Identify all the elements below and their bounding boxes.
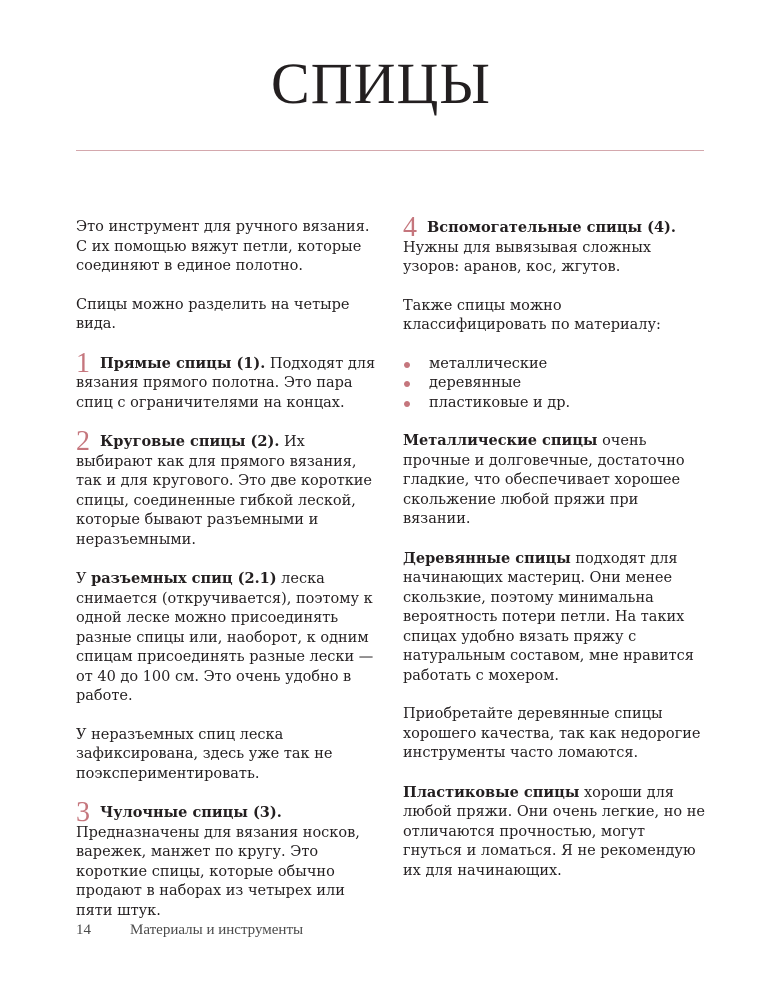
- page-number: 14: [76, 922, 91, 938]
- paragraph-heading: Пластиковые спицы: [403, 783, 580, 801]
- paragraph-text: подходят для начинающих мастериц. Они менее скользкие, поэтому минимальна вероятность потери петли. На таких спицах удобно вязать пряжу с натуральным составом, мне нравится работать с мохером.: [403, 550, 694, 684]
- material-list: [403, 355, 705, 414]
- item-heading: Чулочные спицы (3).: [100, 804, 282, 821]
- material-paragraph: Также спицы можно классифицировать по материалу:: [403, 297, 661, 333]
- paragraph-text: хороши для любой пряжи. Они очень легкие, но не отличаются прочностью, могут гнуться и ломаться. Я не рекомендую их для начинающих.: [403, 784, 705, 879]
- types-paragraph: Спицы можно разделить на четыре вида.: [76, 296, 350, 332]
- item-text: Нужны для вывязывая сложных узоров: аранов, кос, жгутов.: [403, 239, 652, 275]
- title-divider: [76, 150, 704, 151]
- section-title: Материалы и инструменты: [130, 922, 304, 938]
- page-footer: [76, 922, 303, 939]
- list-item: [403, 355, 705, 375]
- paragraph-heading: Металлические спицы: [403, 432, 598, 449]
- item-number-3: 3: [76, 797, 90, 828]
- quality-paragraph: Приобретайте деревянные спицы хорошего качества, так как недорогие инструменты часто ломаются.: [403, 706, 701, 761]
- list-item-label: деревянные: [429, 375, 522, 391]
- item-heading: Прямые спицы (1).: [100, 354, 266, 372]
- list-item-label: металлические: [429, 355, 548, 372]
- bullet-icon: [404, 381, 410, 387]
- paragraph-text: очень прочные и долговечные, достаточно гладкие, что обеспечивает хорошее скольжение любой пряжи при вязании.: [403, 433, 685, 527]
- right-column: [403, 212, 705, 900]
- left-column: [76, 218, 381, 940]
- item-sock-needles: [76, 797, 381, 921]
- paragraph-heading: Деревянные спицы: [403, 549, 571, 567]
- item-number-1: 1: [76, 347, 90, 379]
- paragraph-prefix: У: [76, 571, 92, 587]
- fixed-paragraph: У неразъемных спиц леска зафиксирована, здесь уже так не поэкспериментировать.: [76, 726, 333, 782]
- item-text: Предназначены для вязания носков, варежек, манжет по кругу. Это короткие спицы, которые обычно продают в наборах из четырех или пяти штук.: [76, 824, 360, 919]
- paragraph-heading: разъемных спиц (2.1): [91, 570, 277, 587]
- item-number-2: 2: [76, 426, 90, 457]
- detachable-paragraph: [76, 569, 381, 707]
- item-number-4: 4: [403, 212, 417, 243]
- item-cable-needles: [403, 212, 705, 278]
- item-text: Подходят для вязания прямого полотна. Это пара спиц с ограничителями на концах.: [76, 355, 376, 411]
- paragraph-text: леска снимается (откручивается), поэтому к одной леске можно присоединять разные спицы или, наоборот, к одним спицам присоединять разные лески — от 40 до 100 см. Это очень удобно в работе.: [76, 571, 374, 704]
- plastic-paragraph: [403, 783, 705, 882]
- item-heading: Круговые спицы (2).: [100, 433, 280, 450]
- list-item: [403, 374, 705, 394]
- item-circular-needles: [76, 426, 381, 550]
- list-item: [403, 394, 705, 414]
- bullet-icon: [404, 362, 410, 368]
- page-title: СПИЦЫ: [271, 51, 491, 116]
- item-text: Их выбирают как для прямого вязания, так и для кругового. Это две короткие спицы, соединенные гибкой леской, которые бывают разъемными и неразъемными.: [76, 434, 373, 548]
- bullet-icon: [404, 401, 410, 407]
- list-item-label: пластиковые и др.: [429, 394, 571, 411]
- item-straight-needles: [76, 347, 381, 414]
- intro-paragraph: Это инструмент для ручного вязания. С их помощью вяжут петли, которые соединяют в единое полотно.: [76, 219, 370, 274]
- item-heading: Вспомогательные спицы (4).: [427, 219, 676, 236]
- metal-paragraph: [403, 431, 705, 530]
- wood-paragraph: [403, 549, 705, 687]
